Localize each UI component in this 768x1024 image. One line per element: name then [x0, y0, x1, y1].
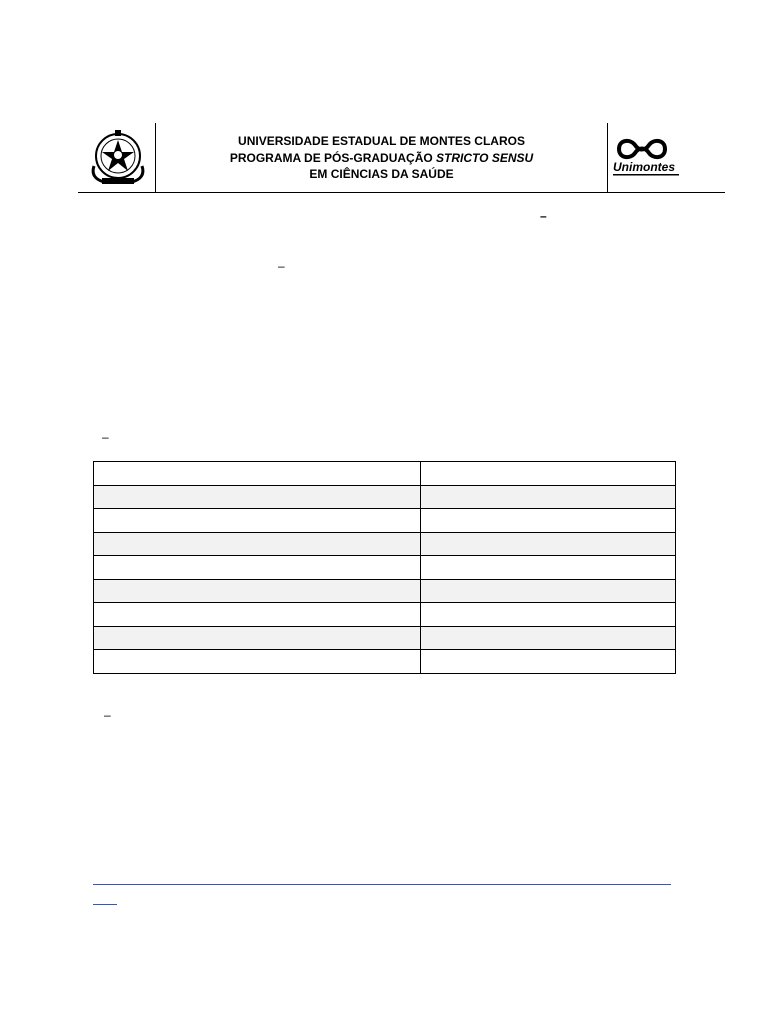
table-row	[94, 532, 676, 556]
table-row	[94, 603, 676, 627]
institution-title	[156, 133, 607, 183]
header-divider-right	[607, 123, 608, 192]
table-cell	[421, 556, 676, 580]
program-name-italic: STRICTO SENSU	[436, 150, 534, 165]
table-row	[94, 650, 676, 674]
table-cell	[421, 462, 676, 486]
coat-of-arms-icon	[86, 126, 150, 190]
table-row	[94, 509, 676, 533]
hyperlink-underline-continuation[interactable]	[93, 904, 117, 905]
dash-mark: –	[104, 708, 111, 722]
table-row	[94, 626, 676, 650]
data-table	[93, 461, 676, 674]
table-row	[94, 579, 676, 603]
table-cell	[421, 532, 676, 556]
table-cell	[94, 603, 421, 627]
table-cell	[94, 485, 421, 509]
table-cell	[94, 462, 421, 486]
hyperlink-underline[interactable]	[93, 884, 671, 885]
table-cell	[94, 532, 421, 556]
table-cell	[94, 556, 421, 580]
program-area: EM CIÊNCIAS DA SAÚDE	[309, 167, 454, 181]
unimontes-logo	[611, 135, 683, 179]
logo-text: Unimontes	[613, 160, 676, 174]
table-cell	[421, 579, 676, 603]
table-row	[94, 485, 676, 509]
table-cell	[421, 509, 676, 533]
table-cell	[94, 650, 421, 674]
table-cell	[94, 509, 421, 533]
table-row	[94, 462, 676, 486]
dash-mark: –	[540, 209, 547, 223]
table-row	[94, 556, 676, 580]
dash-mark: –	[102, 430, 109, 444]
table-cell	[94, 626, 421, 650]
table-cell	[421, 485, 676, 509]
program-name-prefix: PROGRAMA DE PÓS-GRADUAÇÃO	[229, 150, 437, 165]
program-name	[156, 150, 607, 167]
table-cell	[94, 579, 421, 603]
document-header	[78, 123, 725, 193]
dash-mark: –	[278, 259, 285, 273]
table-cell	[421, 603, 676, 627]
table-cell	[421, 626, 676, 650]
university-name: UNIVERSIDADE ESTADUAL DE MONTES CLAROS	[238, 134, 525, 148]
table-cell	[421, 650, 676, 674]
